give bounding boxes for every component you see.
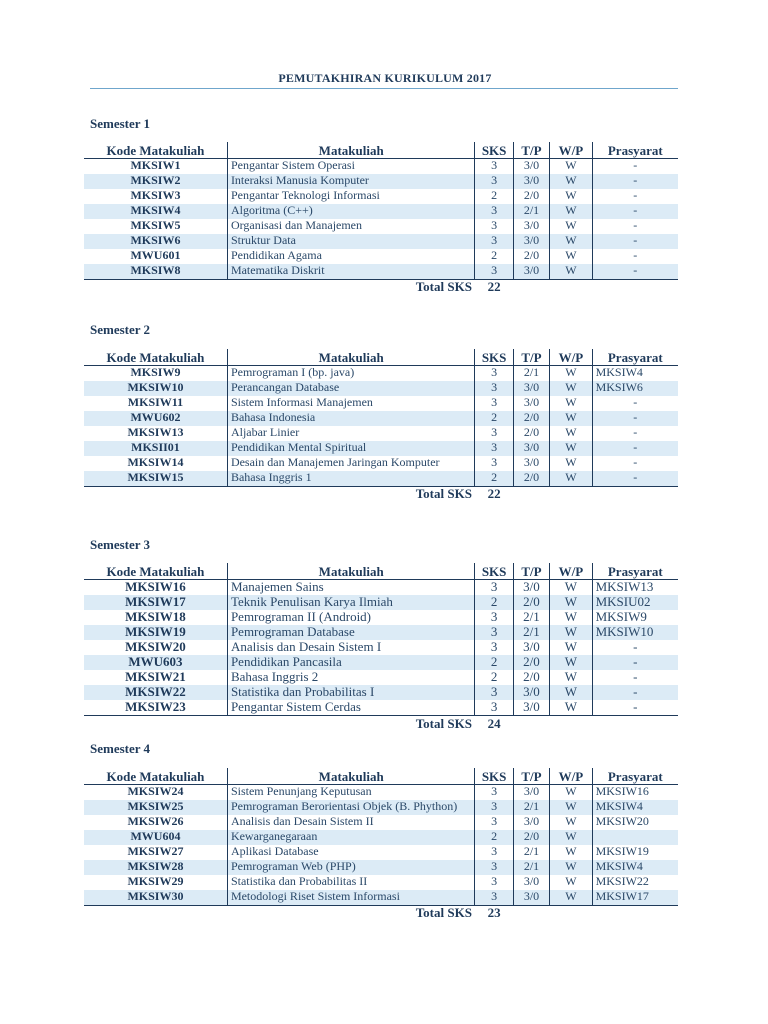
table-row [84,381,678,396]
document-title: PEMUTAKHIRAN KURIKULUM 2017 [278,71,492,85]
course-sks: 3 [475,640,513,655]
course-code: MKSIW6 [84,234,227,249]
course-sks: 3 [475,890,513,906]
course-sks: 3 [475,381,513,396]
course-wp: W [550,655,592,670]
course-prerequisite: - [592,219,678,234]
course-name: Metodologi Riset Sistem Informasi [227,890,475,906]
course-sks: 3 [475,426,513,441]
course-code: MKSIW14 [127,455,184,469]
column-header: Prasyarat [592,563,678,580]
course-sks: 3 [475,159,513,175]
course-name: Pendidikan Mental Spiritual [227,441,475,456]
course-tp: 3/0 [513,890,549,906]
table-row [84,860,678,875]
course-sks: 2 [475,830,513,845]
table-row [84,580,678,596]
table-row [84,411,678,426]
course-prerequisite: - [592,249,678,264]
course-code: MKSIW17 [84,595,227,610]
course-code: MKSIW8 [84,264,227,280]
course-sks: 3 [475,264,513,280]
course-prerequisite: MKSIW20 [592,815,678,830]
course-prerequisite: MKSIW4 [592,800,678,815]
course-tp: 2/0 [513,411,549,426]
table-row [84,610,678,625]
total-sks-value: 24 [475,716,513,733]
course-code: MKSIW29 [127,874,184,888]
course-tp: 3/0 [513,234,549,249]
column-header: SKS [475,349,513,366]
course-sks: 3 [475,580,513,596]
course-sks: 3 [475,219,513,234]
course-wp: W [550,249,592,264]
column-header: Kode Matakuliah [84,142,227,159]
course-wp: W [550,174,592,189]
course-code: MKSIW11 [127,395,184,409]
course-name: Bahasa Indonesia [227,411,475,426]
course-name: Manajemen Sains [227,580,475,596]
table-row [84,189,678,204]
course-name: Pengantar Sistem Operasi [227,159,475,175]
course-code: MKSIW20 [125,639,186,654]
course-wp: W [550,875,592,890]
course-tp: 3/0 [513,381,549,396]
course-code: MKSIW13 [127,425,184,439]
course-sks: 3 [475,800,513,815]
course-prerequisite: - [592,685,678,700]
course-wp: W [550,204,592,219]
table-row [84,396,678,411]
course-code: MKSIW18 [125,609,186,624]
course-code: MKSIW2 [84,174,227,189]
course-code: MKSII01 [84,441,227,456]
course-name: Pemrograman I (bp. java) [227,366,475,382]
course-wp: W [550,580,592,596]
column-header: Matakuliah [227,768,475,785]
course-name: Pengantar Teknologi Informasi [227,189,475,204]
total-sks-label: Total SKS [84,280,475,297]
course-code: MKSIW28 [84,860,227,875]
course-prerequisite: - [592,411,678,426]
column-header: Matakuliah [227,349,475,366]
course-wp: W [550,890,592,906]
course-tp: 2/0 [513,249,549,264]
course-wp: W [550,234,592,249]
table-row [84,366,678,382]
table-row [84,204,678,219]
course-name: Pendidikan Agama [227,249,475,264]
course-code: MKSIW25 [84,800,227,815]
course-prerequisite: - [592,441,678,456]
course-table [84,563,678,732]
course-wp: W [550,610,592,625]
table-row [84,655,678,670]
course-code: MKSIW9 [130,365,181,379]
course-name: Matematika Diskrit [227,264,475,280]
course-table [84,142,678,296]
course-tp: 2/1 [513,800,549,815]
course-sks: 3 [475,785,513,801]
table-row [84,264,678,280]
course-tp: 3/0 [513,174,549,189]
course-wp: W [550,785,592,801]
course-prerequisite: - [592,189,678,204]
column-header: SKS [475,563,513,580]
table-row [84,815,678,830]
course-wp: W [550,219,592,234]
course-wp: W [550,625,592,640]
course-wp: W [550,700,592,716]
course-prerequisite: - [592,234,678,249]
course-sks: 3 [475,875,513,890]
course-name: Pengantar Sistem Cerdas [227,700,475,716]
course-sks: 3 [475,845,513,860]
column-header: W/P [550,349,592,366]
semester-title: Semester 3 [90,537,151,552]
course-tp: 3/0 [513,159,549,175]
course-name: Desain dan Manajemen Jaringan Komputer [227,456,475,471]
course-prerequisite: MKSIW13 [592,580,678,596]
course-sks: 3 [475,441,513,456]
course-tp: 2/1 [513,845,549,860]
course-prerequisite: MKSIW10 [592,625,678,640]
course-wp: W [550,381,592,396]
course-tp: 3/0 [513,685,549,700]
course-code: MWU602 [84,411,227,426]
course-name: Kewarganegaraan [227,830,475,845]
course-sks: 2 [475,471,513,487]
course-sks: 2 [475,595,513,610]
table-row [84,830,678,845]
course-tp: 3/0 [513,700,549,716]
course-tp: 2/0 [513,595,549,610]
course-tp: 2/0 [513,670,549,685]
course-sks: 3 [475,366,513,382]
table-row [84,685,678,700]
course-prerequisite: MKSIU02 [592,595,678,610]
course-prerequisite: MKSIW6 [592,381,678,396]
total-sks-value: 22 [475,280,513,297]
course-sks: 3 [475,174,513,189]
course-name: Pendidikan Pancasila [227,655,475,670]
table-row [84,426,678,441]
column-header: W/P [550,768,592,785]
course-prerequisite: MKSIW19 [592,845,678,860]
course-code: MKSIW21 [125,669,186,684]
table-row [84,219,678,234]
course-wp: W [550,189,592,204]
table-row [84,441,678,456]
course-tp: 2/1 [513,204,549,219]
course-name: Interaksi Manusia Komputer [227,174,475,189]
course-tp: 2/0 [513,426,549,441]
course-sks: 3 [475,234,513,249]
column-header: W/P [550,563,592,580]
course-name: Aljabar Linier [227,426,475,441]
course-wp: W [550,264,592,280]
course-tp: 2/0 [513,189,549,204]
course-tp: 3/0 [513,815,549,830]
column-header: Prasyarat [592,349,678,366]
course-name: Pemrograman II (Android) [227,610,475,625]
course-prerequisite: - [592,396,678,411]
course-prerequisite: - [592,174,678,189]
course-tp: 2/0 [513,830,549,845]
course-tp: 3/0 [513,640,549,655]
course-code: MKSIW16 [125,579,186,594]
course-tp: 3/0 [513,264,549,280]
course-wp: W [550,366,592,382]
course-code: MKSIW24 [127,784,184,798]
course-name: Bahasa Inggris 1 [227,471,475,487]
course-code: MWU601 [130,248,181,262]
course-name: Sistem Penunjang Keputusan [227,785,475,801]
course-code: MKSIW26 [127,814,184,828]
column-header: Kode Matakuliah [84,563,227,580]
column-header: T/P [513,142,549,159]
course-prerequisite: - [592,426,678,441]
table-row [84,174,678,189]
course-tp: 2/1 [513,366,549,382]
total-sks-value: 23 [475,906,513,923]
course-name: Sistem Informasi Manajemen [227,396,475,411]
course-sks: 3 [475,610,513,625]
column-header: Kode Matakuliah [84,768,227,785]
course-tp: 3/0 [513,580,549,596]
course-prerequisite: MKSIW22 [592,875,678,890]
course-table [84,768,678,922]
course-prerequisite [592,830,678,845]
course-tp: 3/0 [513,219,549,234]
title-rule [90,88,678,89]
table-row [84,471,678,487]
total-sks-label: Total SKS [84,906,475,923]
course-code: MKSIW22 [84,685,227,700]
column-header: T/P [513,349,549,366]
course-name: Statistika dan Probabilitas II [227,875,475,890]
course-prerequisite: - [592,456,678,471]
course-wp: W [550,411,592,426]
table-row [84,785,678,801]
course-prerequisite: - [592,655,678,670]
table-row [84,800,678,815]
course-sks: 2 [475,411,513,426]
semester-title: Semester 4 [90,741,151,756]
course-prerequisite: - [592,471,678,487]
course-wp: W [550,860,592,875]
course-code: MKSIW27 [127,844,184,858]
course-prerequisite: MKSIW4 [592,366,678,382]
course-sks: 2 [475,670,513,685]
course-name: Perancangan Database [227,381,475,396]
column-header: W/P [550,142,592,159]
course-wp: W [550,456,592,471]
course-wp: W [550,815,592,830]
course-prerequisite: MKSIW4 [592,860,678,875]
course-code: MWU603 [84,655,227,670]
course-prerequisite: - [592,159,678,175]
course-wp: W [550,685,592,700]
course-sks: 3 [475,860,513,875]
table-row [84,890,678,906]
course-wp: W [550,595,592,610]
course-prerequisite: MKSIW16 [592,785,678,801]
course-table [84,349,678,503]
course-tp: 2/0 [513,471,549,487]
course-sks: 2 [475,249,513,264]
course-name: Statistika dan Probabilitas I [227,685,475,700]
column-header: Kode Matakuliah [84,349,227,366]
course-name: Bahasa Inggris 2 [227,670,475,685]
course-tp: 2/1 [513,625,549,640]
course-prerequisite: MKSIW17 [592,890,678,906]
course-tp: 3/0 [513,441,549,456]
course-code: MKSIW19 [84,625,227,640]
course-wp: W [550,159,592,175]
course-wp: W [550,845,592,860]
semester-title: Semester 1 [90,116,151,131]
course-sks: 3 [475,685,513,700]
course-name: Aplikasi Database [227,845,475,860]
course-tp: 3/0 [513,785,549,801]
course-name: Pemrograman Web (PHP) [227,860,475,875]
course-sks: 3 [475,204,513,219]
course-code: MKSIW5 [130,218,181,232]
total-sks-label: Total SKS [84,487,475,504]
course-name: Pemrograman Berorientasi Objek (B. Phython) [227,800,475,815]
column-header: SKS [475,768,513,785]
course-code: MKSIW3 [130,188,181,202]
course-name: Algoritma (C++) [227,204,475,219]
course-tp: 3/0 [513,456,549,471]
course-tp: 3/0 [513,396,549,411]
course-prerequisite: - [592,700,678,716]
course-prerequisite: - [592,640,678,655]
table-row [84,595,678,610]
column-header: T/P [513,563,549,580]
course-name: Teknik Penulisan Karya Ilmiah [227,595,475,610]
column-header: SKS [475,142,513,159]
semester-title: Semester 2 [90,322,151,337]
course-sks: 3 [475,815,513,830]
table-row [84,456,678,471]
course-prerequisite: - [592,264,678,280]
course-sks: 3 [475,456,513,471]
course-tp: 3/0 [513,875,549,890]
course-code: MKSIW15 [84,471,227,487]
column-header: Matakuliah [227,142,475,159]
course-prerequisite: MKSIW9 [592,610,678,625]
table-row [84,234,678,249]
course-wp: W [550,670,592,685]
course-code: MKSIW30 [84,890,227,906]
course-wp: W [550,426,592,441]
course-prerequisite: - [592,670,678,685]
column-header: T/P [513,768,549,785]
course-code: MKSIW4 [84,204,227,219]
table-row [84,625,678,640]
course-prerequisite: - [592,204,678,219]
course-wp: W [550,471,592,487]
table-row [84,640,678,655]
course-sks: 3 [475,625,513,640]
table-row [84,159,678,175]
course-name: Analisis dan Desain Sistem II [227,815,475,830]
course-sks: 2 [475,189,513,204]
total-sks-value: 22 [475,487,513,504]
course-wp: W [550,800,592,815]
course-name: Analisis dan Desain Sistem I [227,640,475,655]
table-row [84,875,678,890]
course-tp: 2/1 [513,860,549,875]
course-name: Struktur Data [227,234,475,249]
course-name: Organisasi dan Manajemen [227,219,475,234]
course-wp: W [550,640,592,655]
course-wp: W [550,441,592,456]
table-row [84,670,678,685]
column-header: Prasyarat [592,142,678,159]
course-name: Pemrograman Database [227,625,475,640]
course-sks: 3 [475,396,513,411]
course-code: MKSIW23 [84,700,227,716]
course-code: MKSIW10 [84,381,227,396]
column-header: Prasyarat [592,768,678,785]
table-row [84,700,678,716]
course-tp: 2/1 [513,610,549,625]
course-sks: 3 [475,700,513,716]
course-code: MKSIW1 [130,158,181,172]
course-code: MWU604 [84,830,227,845]
course-wp: W [550,396,592,411]
course-sks: 2 [475,655,513,670]
table-row [84,845,678,860]
table-row [84,249,678,264]
total-sks-label: Total SKS [84,716,475,733]
course-tp: 2/0 [513,655,549,670]
course-wp: W [550,830,592,845]
column-header: Matakuliah [227,563,475,580]
